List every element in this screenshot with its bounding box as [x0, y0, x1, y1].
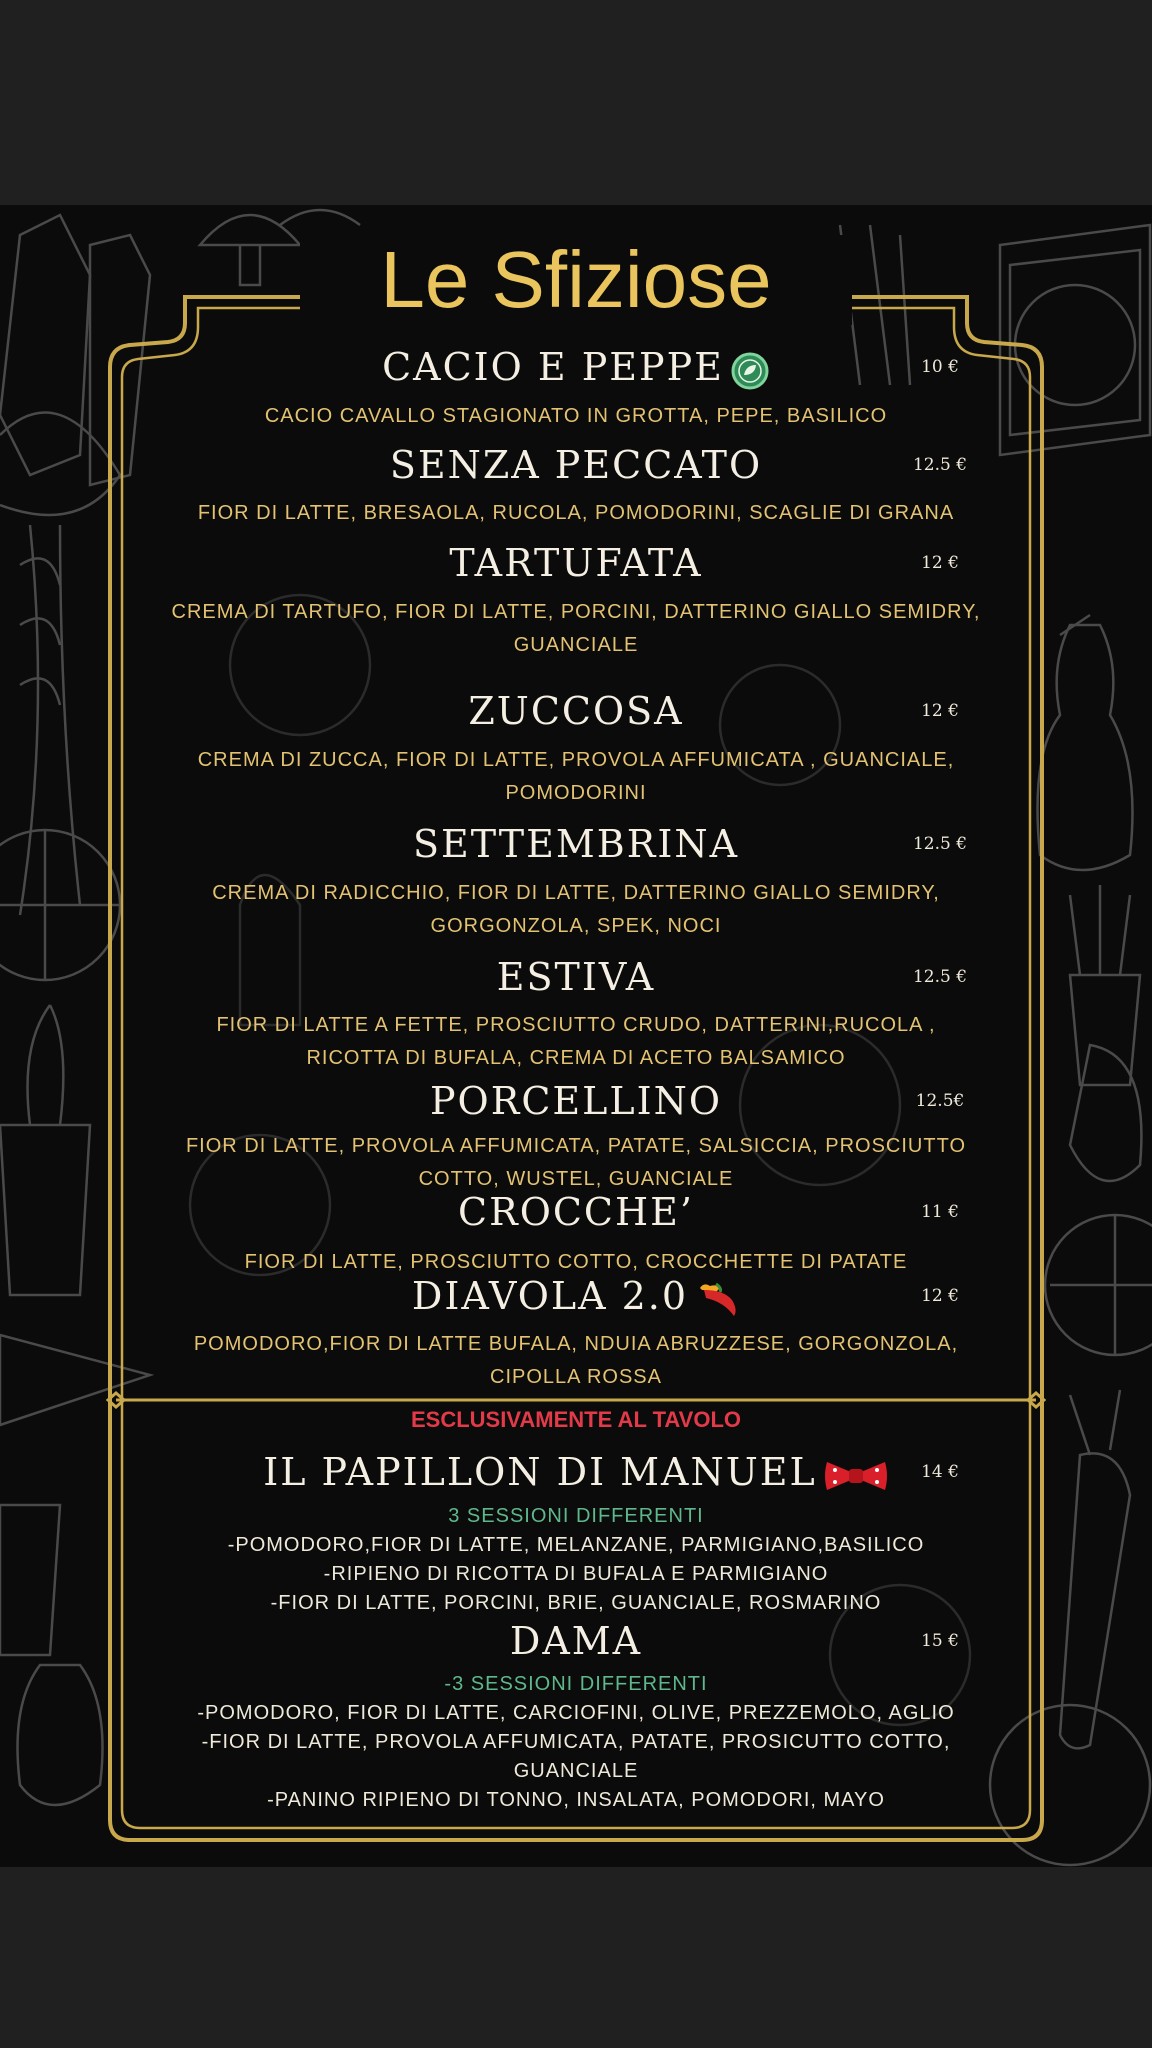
variant-line: -POMODORO, FIOR DI LATTE, CARCIOFINI, OLIVE, PREZZEMOLO, AGLIO [197, 1702, 955, 1724]
description-line: POMODORINI [505, 782, 647, 804]
special-description [130, 1670, 1022, 1815]
item-name-text: DIAVOLA 2.0 [411, 1274, 689, 1318]
exclusive-label: ESCLUSIVAMENTE AL TAVOLO [410, 1407, 741, 1432]
description-line: CREMA DI RADICCHIO, FIOR DI LATTE, DATTERINO GIALLO SEMIDRY, [212, 882, 940, 904]
item-name-text: CROCCHE’ [458, 1190, 694, 1234]
item-name [200, 345, 952, 391]
item-price: 12 € [921, 553, 959, 573]
bow-tie-icon [823, 1456, 889, 1496]
description-line: CIPOLLA ROSSA [490, 1366, 662, 1388]
item-name-text: ZUCCOSA [468, 689, 684, 733]
item-description [130, 497, 1022, 530]
description-line: GORGONZOLA, SPEK, NOCI [430, 915, 722, 937]
item-description [130, 744, 1022, 810]
item-price: 15 € [921, 1631, 959, 1651]
description-line: FIOR DI LATTE, BRESAOLA, RUCOLA, POMODORINI, SCAGLIE DI GRANA [197, 502, 955, 524]
description-line: FIOR DI LATTE, PROSCIUTTO COTTO, CROCCHETTE DI PATATE [244, 1251, 908, 1273]
menu-title: Le Sfiziose [300, 235, 852, 325]
item-price: 12 € [921, 701, 959, 721]
variant-line: -FIOR DI LATTE, PROVOLA AFFUMICATA, PATATE, PROSICUTTO COTTO, [201, 1731, 951, 1753]
variant-line: -FIOR DI LATTE, PORCINI, BRIE, GUANCIALE, ROSMARINO [270, 1592, 882, 1614]
item-description [130, 596, 1022, 662]
description-line: RICOTTA DI BUFALA, CREMA DI ACETO BALSAMICO [306, 1047, 846, 1069]
item-name-text: ESTIVA [496, 955, 656, 999]
item-name-text: PORCELLINO [429, 1079, 723, 1123]
item-description [130, 1130, 1022, 1196]
item-name-text: TARTUFATA [449, 541, 703, 585]
variant-count: 3 SESSIONI DIFFERENTI [448, 1505, 704, 1527]
variant-count: -3 SESSIONI DIFFERENTI [444, 1673, 708, 1695]
item-name [200, 955, 952, 999]
item-price: 11 € [921, 1202, 959, 1222]
description-line: GUANCIALE [513, 634, 639, 656]
variant-line: -POMODORO,FIOR DI LATTE, MELANZANE, PARMIGIANO,BASILICO [227, 1534, 925, 1556]
item-description [130, 1009, 1022, 1075]
item-name-text: IL PAPILLON DI MANUEL [263, 1450, 817, 1494]
description-line: COTTO, WUSTEL, GUANCIALE [418, 1168, 734, 1190]
item-name [200, 541, 952, 585]
description-line: CREMA DI ZUCCA, FIOR DI LATTE, PROVOLA AFFUMICATA , GUANCIALE, [197, 749, 955, 771]
item-name [200, 1079, 952, 1123]
item-name [200, 1619, 952, 1663]
item-name [200, 1450, 952, 1496]
variant-line: -PANINO RIPIENO DI TONNO, INSALATA, POMODORI, MAYO [267, 1789, 885, 1811]
description-line: FIOR DI LATTE A FETTE, PROSCIUTTO CRUDO, DATTERINI,RUCOLA , [216, 1014, 936, 1036]
item-name [200, 443, 952, 487]
variant-line: -RIPIENO DI RICOTTA DI BUFALA E PARMIGIANO [323, 1563, 829, 1585]
description-line: FIOR DI LATTE, PROVOLA AFFUMICATA, PATATE, SALSICCIA, PROSCIUTTO [185, 1135, 967, 1157]
item-price: 12.5 € [912, 455, 968, 475]
item-name-text: SETTEMBRINA [412, 822, 740, 866]
item-price: 14 € [921, 1462, 959, 1482]
item-price: 10 € [921, 357, 959, 377]
item-price: 12.5 € [912, 834, 968, 854]
item-name [200, 822, 952, 866]
item-name-text: SENZA PECCATO [389, 443, 763, 487]
item-description [130, 1328, 1022, 1394]
item-name-text: DAMA [509, 1619, 643, 1663]
item-name [200, 689, 952, 733]
chili-pepper-icon [694, 1280, 740, 1320]
special-description [130, 1502, 1022, 1618]
menu-card [0, 205, 1152, 1867]
item-price: 12.5 € [912, 967, 968, 987]
item-description [130, 400, 1022, 433]
item-description [130, 877, 1022, 943]
item-price: 12 € [921, 1286, 959, 1306]
variant-line: GUANCIALE [513, 1760, 639, 1782]
description-line: POMODORO,FIOR DI LATTE BUFALA, NDUIA ABRUZZESE, GORGONZOLA, [193, 1333, 959, 1355]
description-line: CACIO CAVALLO STAGIONATO IN GROTTA, PEPE, BASILICO [264, 405, 888, 427]
item-name [200, 1274, 952, 1320]
veg-leaf-icon [730, 351, 770, 391]
item-name-text: CACIO E PEPPE [382, 345, 724, 389]
item-name [200, 1190, 952, 1234]
description-line: CREMA DI TARTUFO, FIOR DI LATTE, PORCINI, DATTERINO GIALLO SEMIDRY, [171, 601, 981, 623]
item-price: 12.5€ [915, 1091, 965, 1111]
